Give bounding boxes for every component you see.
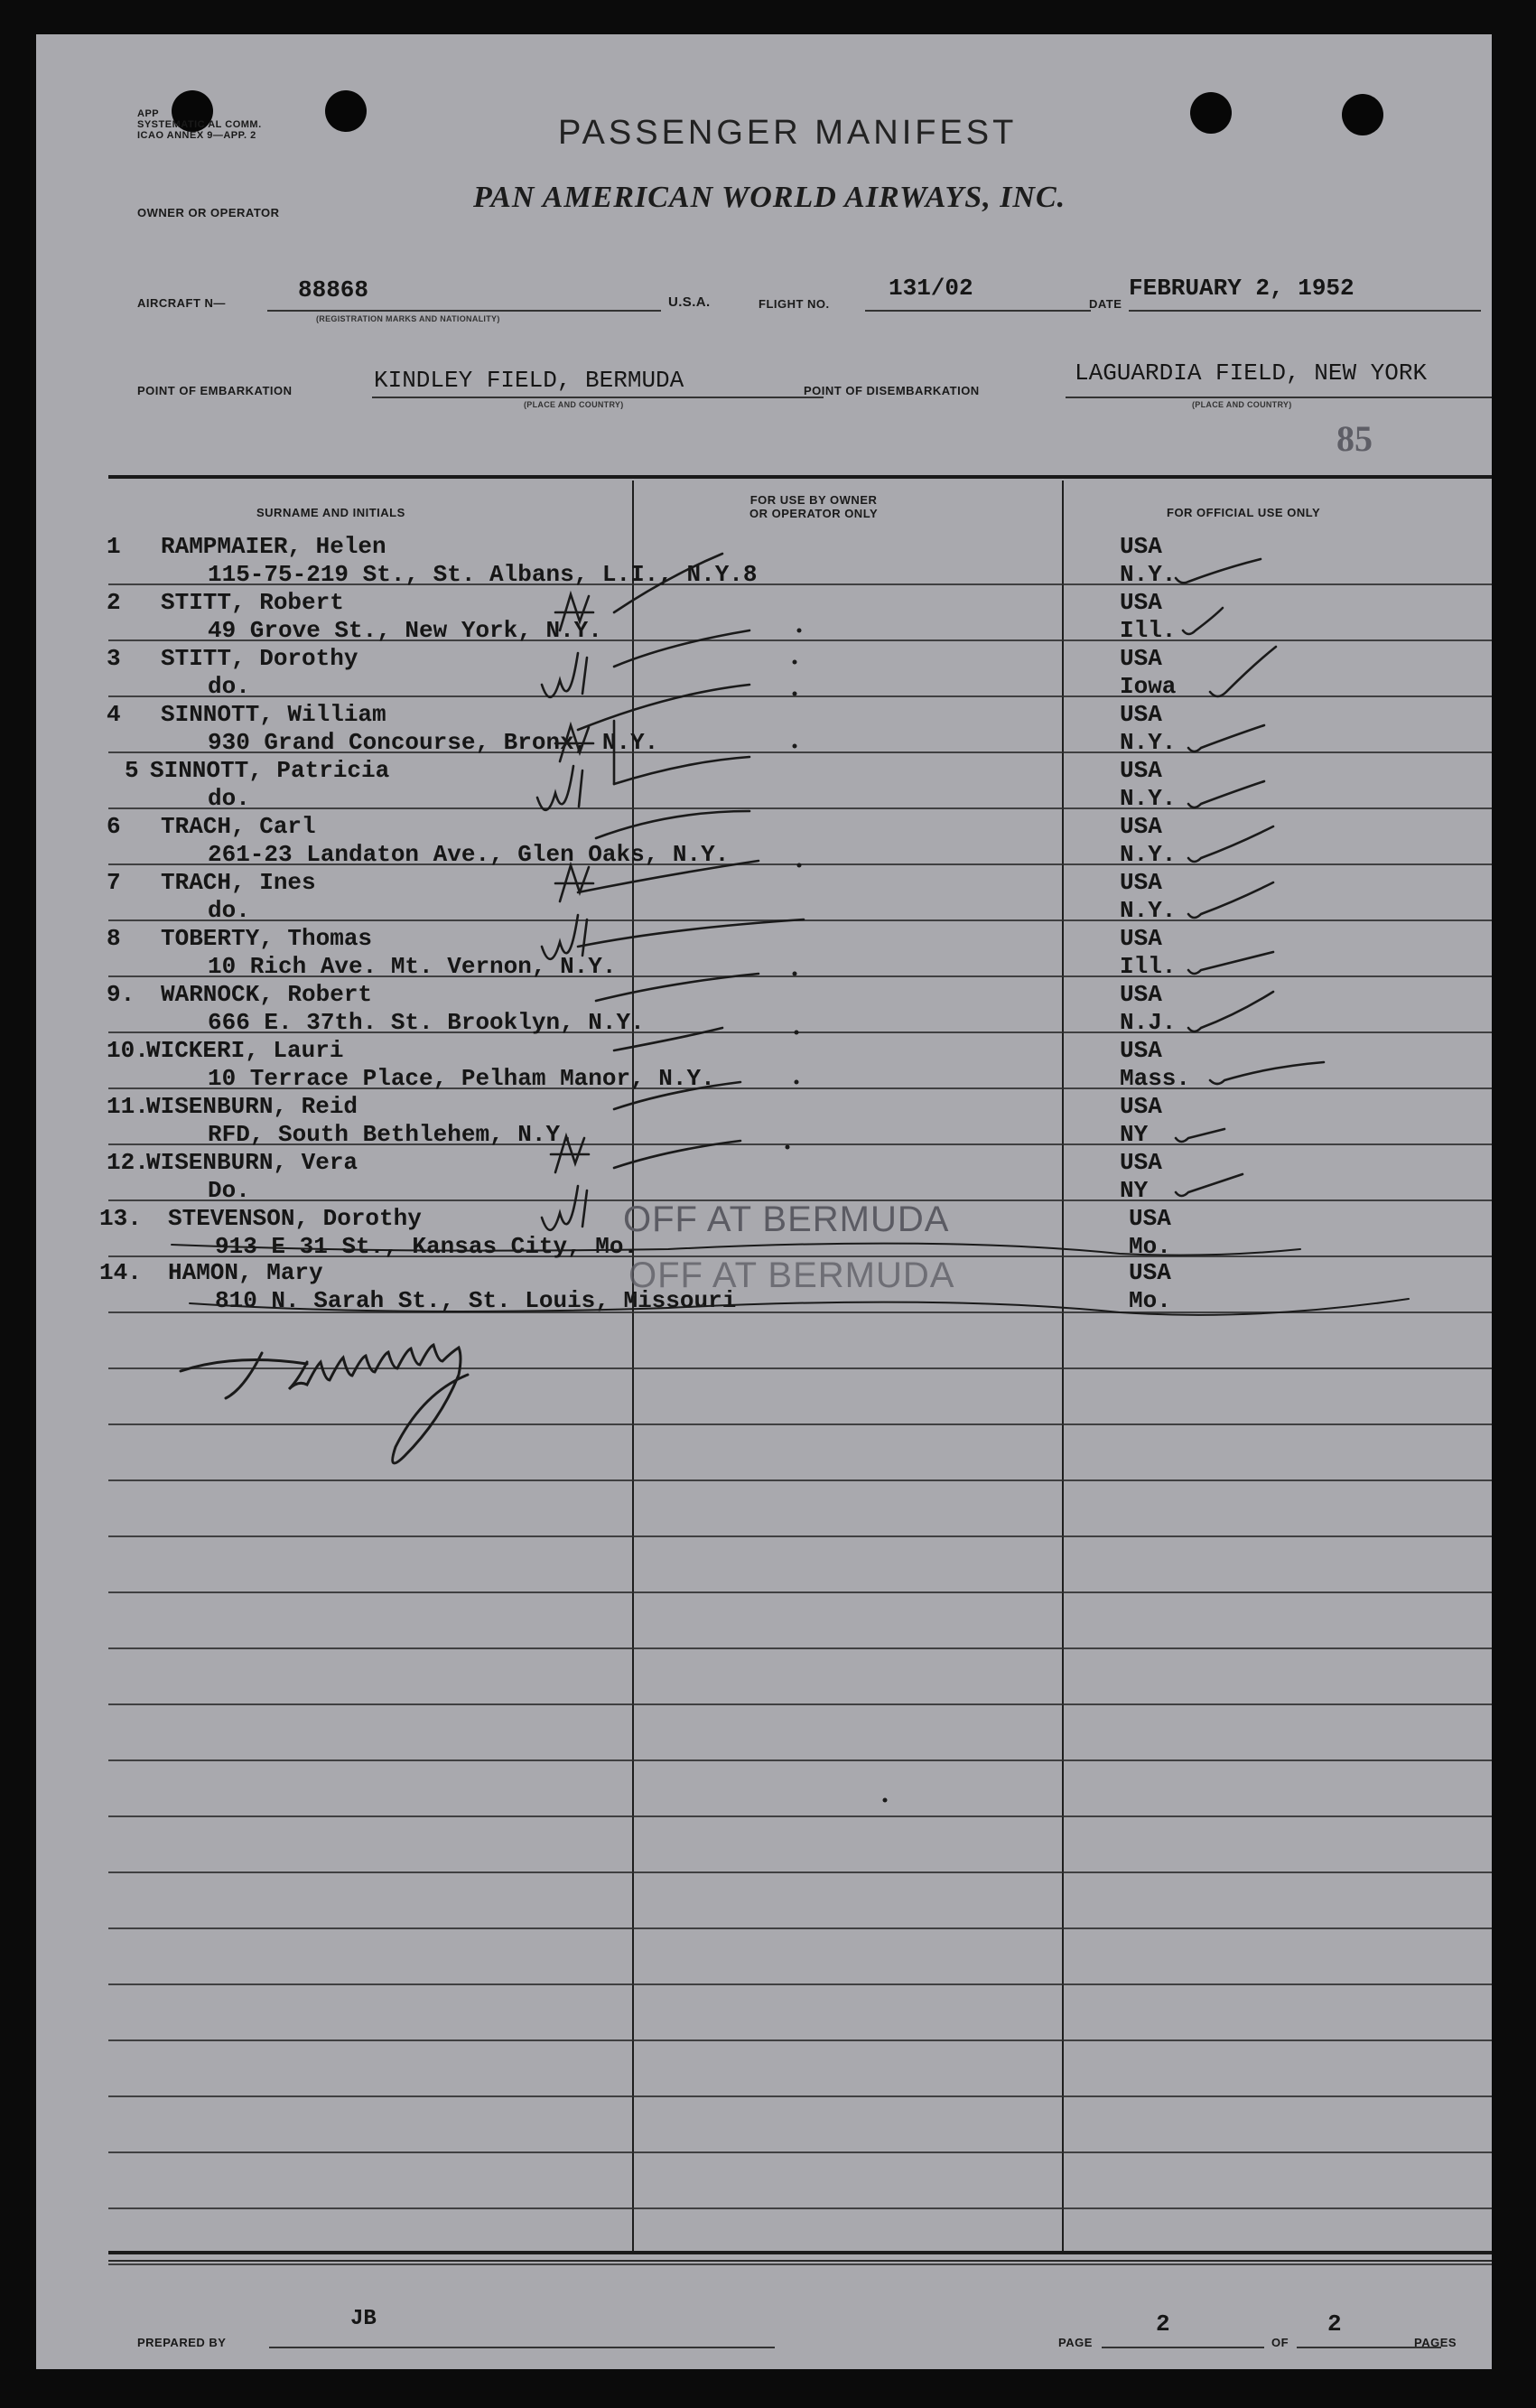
passenger-residence: N.Y. <box>1120 729 1177 756</box>
passenger-name: WISENBURN, Reid <box>146 1093 358 1120</box>
handwritten-initials <box>537 766 582 810</box>
passenger-name: STITT, Robert <box>161 589 344 616</box>
passenger-name: WARNOCK, Robert <box>161 981 373 1008</box>
owner-mark <box>578 685 749 730</box>
passenger-address: Do. <box>208 1177 250 1204</box>
passenger-name: STEVENSON, Dorothy <box>168 1205 422 1232</box>
passenger-residence: Mass. <box>1120 1065 1191 1092</box>
owner-mark <box>596 811 749 838</box>
check-mark <box>1188 992 1273 1031</box>
table-bottom-rule <box>108 2251 1492 2254</box>
column-header-owner-use-line: OR OPERATOR ONLY <box>749 507 879 520</box>
embarkation-point: KINDLEY FIELD, BERMUDA <box>374 367 684 394</box>
passenger-nationality: USA <box>1120 701 1162 728</box>
flight-date: FEBRUARY 2, 1952 <box>1129 275 1354 302</box>
passenger-nationality: USA <box>1129 1259 1171 1286</box>
passenger-number: 7 <box>107 869 121 896</box>
registration-caption: (REGISTRATION MARKS AND NATIONALITY) <box>316 314 500 323</box>
passenger-name: TOBERTY, Thomas <box>161 925 373 952</box>
of-label: OF <box>1271 2336 1289 2349</box>
usa-label: U.S.A. <box>668 294 711 310</box>
table-bottom-rule <box>108 2260 1492 2262</box>
off-at-bermuda-stamp: OFF AT BERMUDA <box>623 1199 950 1239</box>
passenger-nationality: USA <box>1120 981 1162 1008</box>
passenger-address: 913 E 31 St., Kansas City, Mo. <box>215 1233 638 1260</box>
page-label: PAGE <box>1058 2336 1093 2349</box>
passenger-address: 810 N. Sarah St., St. Louis, Missouri <box>215 1287 737 1314</box>
check-mark <box>1210 1062 1324 1084</box>
owner-mark <box>614 1141 740 1168</box>
page-title: PASSENGER MANIFEST <box>558 114 1018 152</box>
passenger-nationality: USA <box>1120 589 1162 616</box>
page-line <box>1102 2347 1264 2348</box>
check-mark <box>1188 781 1264 807</box>
column-header-owner-use-line: FOR USE BY OWNER <box>749 493 878 507</box>
handwritten-initials <box>555 721 614 784</box>
passenger-number: 2 <box>107 589 121 616</box>
passenger-number: 3 <box>107 645 121 672</box>
passenger-nationality: USA <box>1120 533 1162 560</box>
passenger-address: do. <box>208 673 250 700</box>
page-number: 2 <box>1156 2310 1170 2338</box>
embarkation-caption: (PLACE AND COUNTRY) <box>524 400 624 409</box>
passenger-number: 12. <box>107 1149 149 1176</box>
passenger-residence: N.Y. <box>1120 561 1177 588</box>
handwritten-initials <box>555 865 593 901</box>
column-header-official-use: FOR OFFICIAL USE ONLY <box>1167 506 1321 519</box>
aircraft-label: AIRCRAFT N— <box>137 296 226 310</box>
passenger-name: SINNOTT, Patricia <box>150 757 390 784</box>
check-mark <box>1210 647 1276 696</box>
column-header-surname: SURNAME AND INITIALS <box>256 506 405 519</box>
form-approval-line: SYSTEMATIC AL COMM. <box>137 119 262 130</box>
owner-mark <box>614 1028 722 1050</box>
stamp-number: 85 <box>1336 418 1373 459</box>
passenger-nationality: USA <box>1120 813 1162 840</box>
check-mark <box>1188 882 1273 918</box>
handwritten-initials <box>555 594 593 630</box>
owner-mark <box>614 630 749 667</box>
flight-number: 131/02 <box>889 275 973 302</box>
company-name: PAN AMERICAN WORLD AIRWAYS, INC. <box>473 181 1066 214</box>
passenger-residence: Mo. <box>1129 1287 1171 1314</box>
passenger-address: 10 Terrace Place, Pelham Manor, N.Y. <box>208 1065 715 1092</box>
prepared-by-label: PREPARED BY <box>137 2336 227 2349</box>
passenger-residence: NY <box>1120 1177 1149 1204</box>
owner-mark <box>578 919 804 947</box>
passenger-residence: Mo. <box>1129 1233 1171 1260</box>
check-mark <box>1188 826 1273 862</box>
check-mark <box>1183 608 1223 634</box>
aircraft-number: 88868 <box>298 276 369 303</box>
owner-mark <box>614 554 722 612</box>
prepared-by-line <box>269 2347 775 2348</box>
prepared-by: JB <box>350 2307 377 2331</box>
passenger-name: STITT, Dorothy <box>161 645 358 672</box>
check-mark <box>1176 559 1261 583</box>
passenger-residence: Ill. <box>1120 617 1177 644</box>
passenger-number: 11. <box>107 1093 149 1120</box>
handwritten-initials <box>542 915 587 959</box>
passenger-number: 14. <box>99 1259 142 1286</box>
passenger-nationality: USA <box>1129 1205 1171 1232</box>
owner-mark <box>578 861 759 892</box>
handwritten-initials <box>542 1186 587 1230</box>
owner-mark <box>596 974 759 1001</box>
form-approval-line: ICAO ANNEX 9—APP. 2 <box>137 130 256 141</box>
owner-mark <box>614 1082 740 1109</box>
passenger-name: HAMON, Mary <box>168 1259 323 1286</box>
passenger-name: TRACH, Ines <box>161 869 316 896</box>
disembarkation-caption: (PLACE AND COUNTRY) <box>1192 400 1292 409</box>
flight-label: FLIGHT NO. <box>759 297 830 311</box>
passenger-residence: N.J. <box>1120 1009 1177 1036</box>
passenger-residence: NY <box>1120 1121 1149 1148</box>
passenger-nationality: USA <box>1120 757 1162 784</box>
passenger-name: SINNOTT, William <box>161 701 386 728</box>
disembarkation-point: LAGUARDIA FIELD, NEW YORK <box>1075 359 1428 387</box>
passenger-address: RFD, South Bethlehem, N.Y. <box>208 1121 574 1148</box>
owner-mark <box>614 757 749 784</box>
passenger-address: 49 Grove St., New York, N.Y. <box>208 617 602 644</box>
handwritten-initials <box>542 653 587 697</box>
check-mark <box>1188 725 1264 751</box>
passenger-name: TRACH, Carl <box>161 813 316 840</box>
handwritten-initials <box>551 1136 589 1172</box>
check-mark <box>1176 1174 1243 1196</box>
passenger-number: 8 <box>107 925 121 952</box>
total-pages: 2 <box>1327 2310 1342 2338</box>
passenger-number: 4 <box>107 701 121 728</box>
strike-through <box>172 1244 1300 1255</box>
check-mark <box>1176 1129 1224 1142</box>
pages-label: PAGES <box>1414 2336 1457 2349</box>
off-at-bermuda-stamp: OFF AT BERMUDA <box>628 1255 955 1295</box>
form-approval-line: APP <box>137 108 160 119</box>
embarkation-label: POINT OF EMBARKATION <box>137 384 293 397</box>
passenger-nationality: USA <box>1120 1093 1162 1120</box>
passenger-number: 9. <box>107 981 135 1008</box>
owner-ticks <box>786 629 888 1803</box>
passenger-residence: N.Y. <box>1120 785 1177 812</box>
passenger-name: RAMPMAIER, Helen <box>161 533 386 560</box>
passenger-number: 6 <box>107 813 121 840</box>
disembarkation-label: POINT OF DISEMBARKATION <box>804 384 980 397</box>
passenger-nationality: USA <box>1120 1149 1162 1176</box>
passenger-address: 261-23 Landaton Ave., Glen Oaks, N.Y. <box>208 841 730 868</box>
handwritten-annotations <box>36 34 1492 2369</box>
signature <box>181 1345 468 1463</box>
passenger-residence: N.Y. <box>1120 841 1177 868</box>
passenger-number: 1 <box>107 533 121 560</box>
passenger-nationality: USA <box>1120 645 1162 672</box>
passenger-nationality: USA <box>1120 925 1162 952</box>
passenger-number: 5 <box>125 757 139 784</box>
passenger-address: do. <box>208 897 250 924</box>
passenger-number: 10. <box>107 1037 149 1064</box>
manifest-sheet <box>36 34 1492 2369</box>
strike-through <box>190 1299 1409 1315</box>
passenger-name: WICKERI, Lauri <box>146 1037 344 1064</box>
passenger-number: 13. <box>99 1205 142 1232</box>
passenger-address: 666 E. 37th. St. Brooklyn, N.Y. <box>208 1009 645 1036</box>
passenger-address: 930 Grand Concourse, Bronx, N.Y. <box>208 729 659 756</box>
passenger-nationality: USA <box>1120 1037 1162 1064</box>
passenger-residence: N.Y. <box>1120 897 1177 924</box>
owner-label: OWNER OR OPERATOR <box>137 206 280 219</box>
passenger-address: 115-75-219 St., St. Albans, L.I., N.Y.8 <box>208 561 758 588</box>
passenger-residence: Ill. <box>1120 953 1177 980</box>
check-mark <box>1188 952 1273 974</box>
passenger-address: 10 Rich Ave. Mt. Vernon, N.Y. <box>208 953 617 980</box>
passenger-residence: Iowa <box>1120 673 1177 700</box>
date-label: DATE <box>1089 297 1122 311</box>
passenger-name: WISENBURN, Vera <box>146 1149 358 1176</box>
passenger-address: do. <box>208 785 250 812</box>
passenger-nationality: USA <box>1120 869 1162 896</box>
